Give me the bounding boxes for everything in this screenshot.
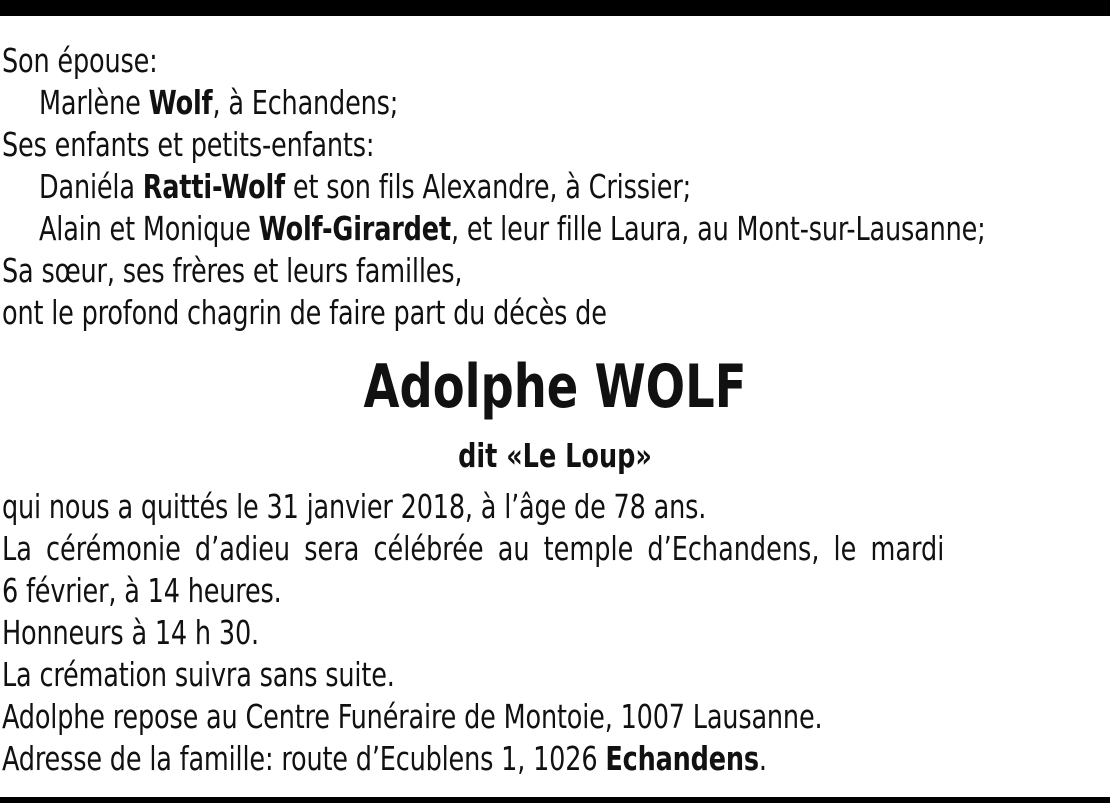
spouse-first-name: Marlène (38, 83, 149, 122)
child-2-rest: , et leur fille Laura, au Mont-sur-Lausanne; (450, 209, 986, 248)
address-suffix: . (758, 739, 767, 778)
death-date-line: qui nous a quittés le 31 janvier 2018, à l’âge de 78 ans. (2, 487, 707, 526)
siblings-line: Sa sœur, ses frères et leurs familles, (2, 251, 463, 290)
top-border-rule (0, 0, 1110, 16)
spouse-heading: Son épouse: (2, 41, 158, 80)
children-heading: Ses enfants et petits-enfants: (2, 125, 375, 164)
spouse-line (2, 82, 953, 124)
child-2-line (2, 208, 986, 250)
family-address-line (2, 738, 953, 780)
deceased-name: Adolphe WOLF (363, 352, 747, 422)
cremation-line: La crémation suivra sans suite. (2, 655, 395, 694)
deceased-nickname: dit «Le Loup» (458, 436, 652, 475)
spouse-last-name: Wolf (148, 83, 213, 122)
child-2-first-names: Alain et Monique (38, 209, 259, 248)
honours-line: Honneurs à 14 h 30. (2, 613, 259, 652)
child-2-last-name: Wolf-Girardet (258, 209, 451, 248)
child-1-last-name: Ratti-Wolf (142, 167, 285, 206)
ceremony-line-2: 6 février, à 14 heures. (2, 571, 282, 610)
child-1-line (2, 166, 953, 208)
spouse-place: , à Echandens; (212, 83, 399, 122)
address-town: Echandens (605, 739, 759, 778)
child-1-first-name: Daniéla (38, 167, 143, 206)
family-list (2, 40, 1108, 334)
ceremony-details (2, 486, 1108, 780)
ceremony-line-1: La cérémonie d’adieu sera célébrée au temple d’Echandens, le mardi (2, 529, 945, 568)
repose-line: Adolphe repose au Centre Funéraire de Montoie, 1007 Lausanne. (2, 697, 823, 736)
address-prefix: Adresse de la famille: route d’Ecublens 1, 1026 (2, 739, 606, 778)
announcement-line: ont le profond chagrin de faire part du décès de (2, 293, 607, 332)
child-1-rest: et son fils Alexandre, à Crissier; (284, 167, 692, 206)
bottom-border-rule (0, 797, 1110, 803)
